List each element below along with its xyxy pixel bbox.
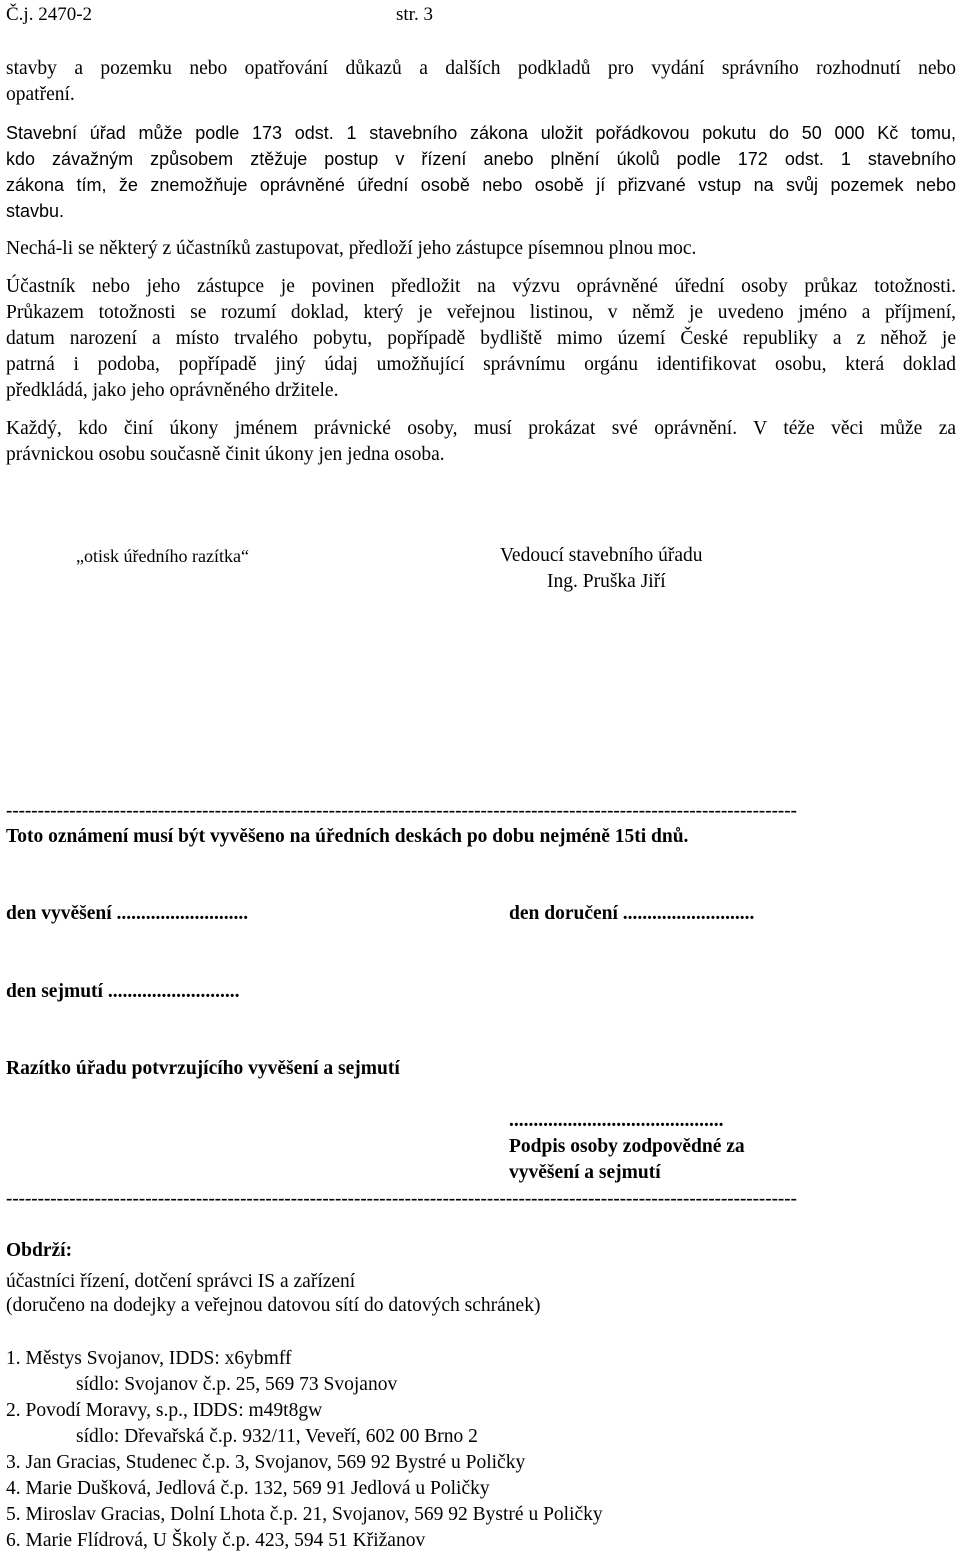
signatory-role: Vedoucí stavebního úřadu	[500, 545, 703, 566]
recipient-item: 4. Marie Dušková, Jedlová č.p. 132, 569 91 Jedlová u Poličky	[6, 1478, 490, 1499]
paragraph-5	[6, 416, 956, 468]
recipient-item: 3. Jan Gracias, Studenec č.p. 3, Svojanov, 569 92 Bystré u Poličky	[6, 1452, 526, 1473]
paragraph-line: opatření.	[6, 84, 75, 105]
signatory-name: Ing. Pruška Jiří	[547, 571, 666, 592]
paragraph-2	[6, 120, 956, 224]
signature-label-1: Podpis osoby zodpovědné za	[509, 1136, 745, 1157]
reference-number: Č.j. 2470-2	[6, 4, 93, 25]
removed-date-field: den sejmutí ...........................	[6, 981, 240, 1002]
paragraph-line: právnickou osobu současně činit úkony jen jedna osoba.	[6, 444, 445, 465]
paragraph-3: Nechá-li se některý z účastníků zastupovat, předloží jeho zástupce písemnou plnou moc.	[6, 238, 697, 259]
recipient-address: sídlo: Svojanov č.p. 25, 569 73 Svojanov	[76, 1374, 398, 1395]
paragraph-line: zákona tím, že znemožňuje oprávněné úřední osobě nebo osobě jí přizvané vstup na svůj pozemek nebo	[6, 175, 956, 195]
paragraph-line: Každý, kdo činí úkony jménem právnické osoby, musí prokázat své oprávnění. V téže věci může za	[6, 418, 956, 439]
recipients-heading: Obdrží:	[6, 1240, 73, 1261]
page-number: str. 3	[396, 4, 433, 25]
signature-dots: ............................................	[509, 1110, 724, 1131]
separator-bottom: -----------------------------------------------------------------------------------------------------------------------------	[6, 1188, 797, 1209]
recipient-item: 2. Povodí Moravy, s.p., IDDS: m49t8gw	[6, 1400, 323, 1421]
recipients-intro-2: (doručeno na dodejky a veřejnou datovou sítí do datových schránek)	[6, 1295, 541, 1316]
paragraph-line: stavbu.	[6, 201, 65, 221]
stamp-label: Razítko úřadu potvrzujícího vyvěšení a sejmutí	[6, 1058, 400, 1079]
separator-top: -----------------------------------------------------------------------------------------------------------------------------	[6, 800, 797, 821]
paragraph-line: Účastník nebo jeho zástupce je povinen předložit na výzvu oprávněné úřední osoby průkaz totožnosti.	[6, 276, 956, 297]
delivered-date-field: den doručení ...........................	[509, 903, 755, 924]
stamp-placeholder: „otisk úředního razítka“	[76, 546, 249, 566]
paragraph-line: stavby a pozemku nebo opatřování důkazů a dalších podkladů pro vydání správního rozhodnutí nebo	[6, 58, 956, 79]
paragraph-line: datum narození a místo trvalého pobytu, popřípadě bydliště mimo území České republiky a z něhož je	[6, 328, 956, 349]
recipient-item: 1. Městys Svojanov, IDDS: x6ybmff	[6, 1348, 292, 1369]
paragraph-1	[6, 56, 956, 108]
paragraph-4	[6, 274, 956, 404]
paragraph-line: předkládá, jako jeho oprávněného držitele.	[6, 380, 339, 401]
signature-label-2: vyvěšení a sejmutí	[509, 1162, 661, 1183]
posted-date-field: den vyvěšení ...........................	[6, 903, 249, 924]
recipient-item: 5. Miroslav Gracias, Dolní Lhota č.p. 21, Svojanov, 569 92 Bystré u Poličky	[6, 1504, 603, 1525]
recipients-intro-1: účastníci řízení, dotčení správci IS a zařízení	[6, 1271, 356, 1292]
paragraph-line: Stavební úřad může podle 173 odst. 1 stavebního zákona uložit pořádkovou pokutu do 50 000 Kč tomu,	[6, 123, 956, 143]
paragraph-line: Průkazem totožnosti se rozumí doklad, který je veřejnou listinou, v němž je uvedeno jméno a příjmení,	[6, 302, 956, 323]
notice-text: Toto oznámení musí být vyvěšeno na úředních deskách po dobu nejméně 15ti dnů.	[6, 826, 689, 847]
recipient-item: 6. Marie Flídrová, U Školy č.p. 423, 594 51 Křižanov	[6, 1530, 426, 1551]
paragraph-line: patrná i podoba, popřípadě jiný údaj umožňující správnímu orgánu identifikovat osobu, která doklad	[6, 354, 956, 375]
paragraph-line: kdo závažným způsobem ztěžuje postup v řízení anebo plnění úkolů podle 172 odst. 1 stavebního	[6, 149, 956, 169]
recipient-address: sídlo: Dřevařská č.p. 932/11, Veveří, 602 00 Brno 2	[76, 1426, 478, 1447]
